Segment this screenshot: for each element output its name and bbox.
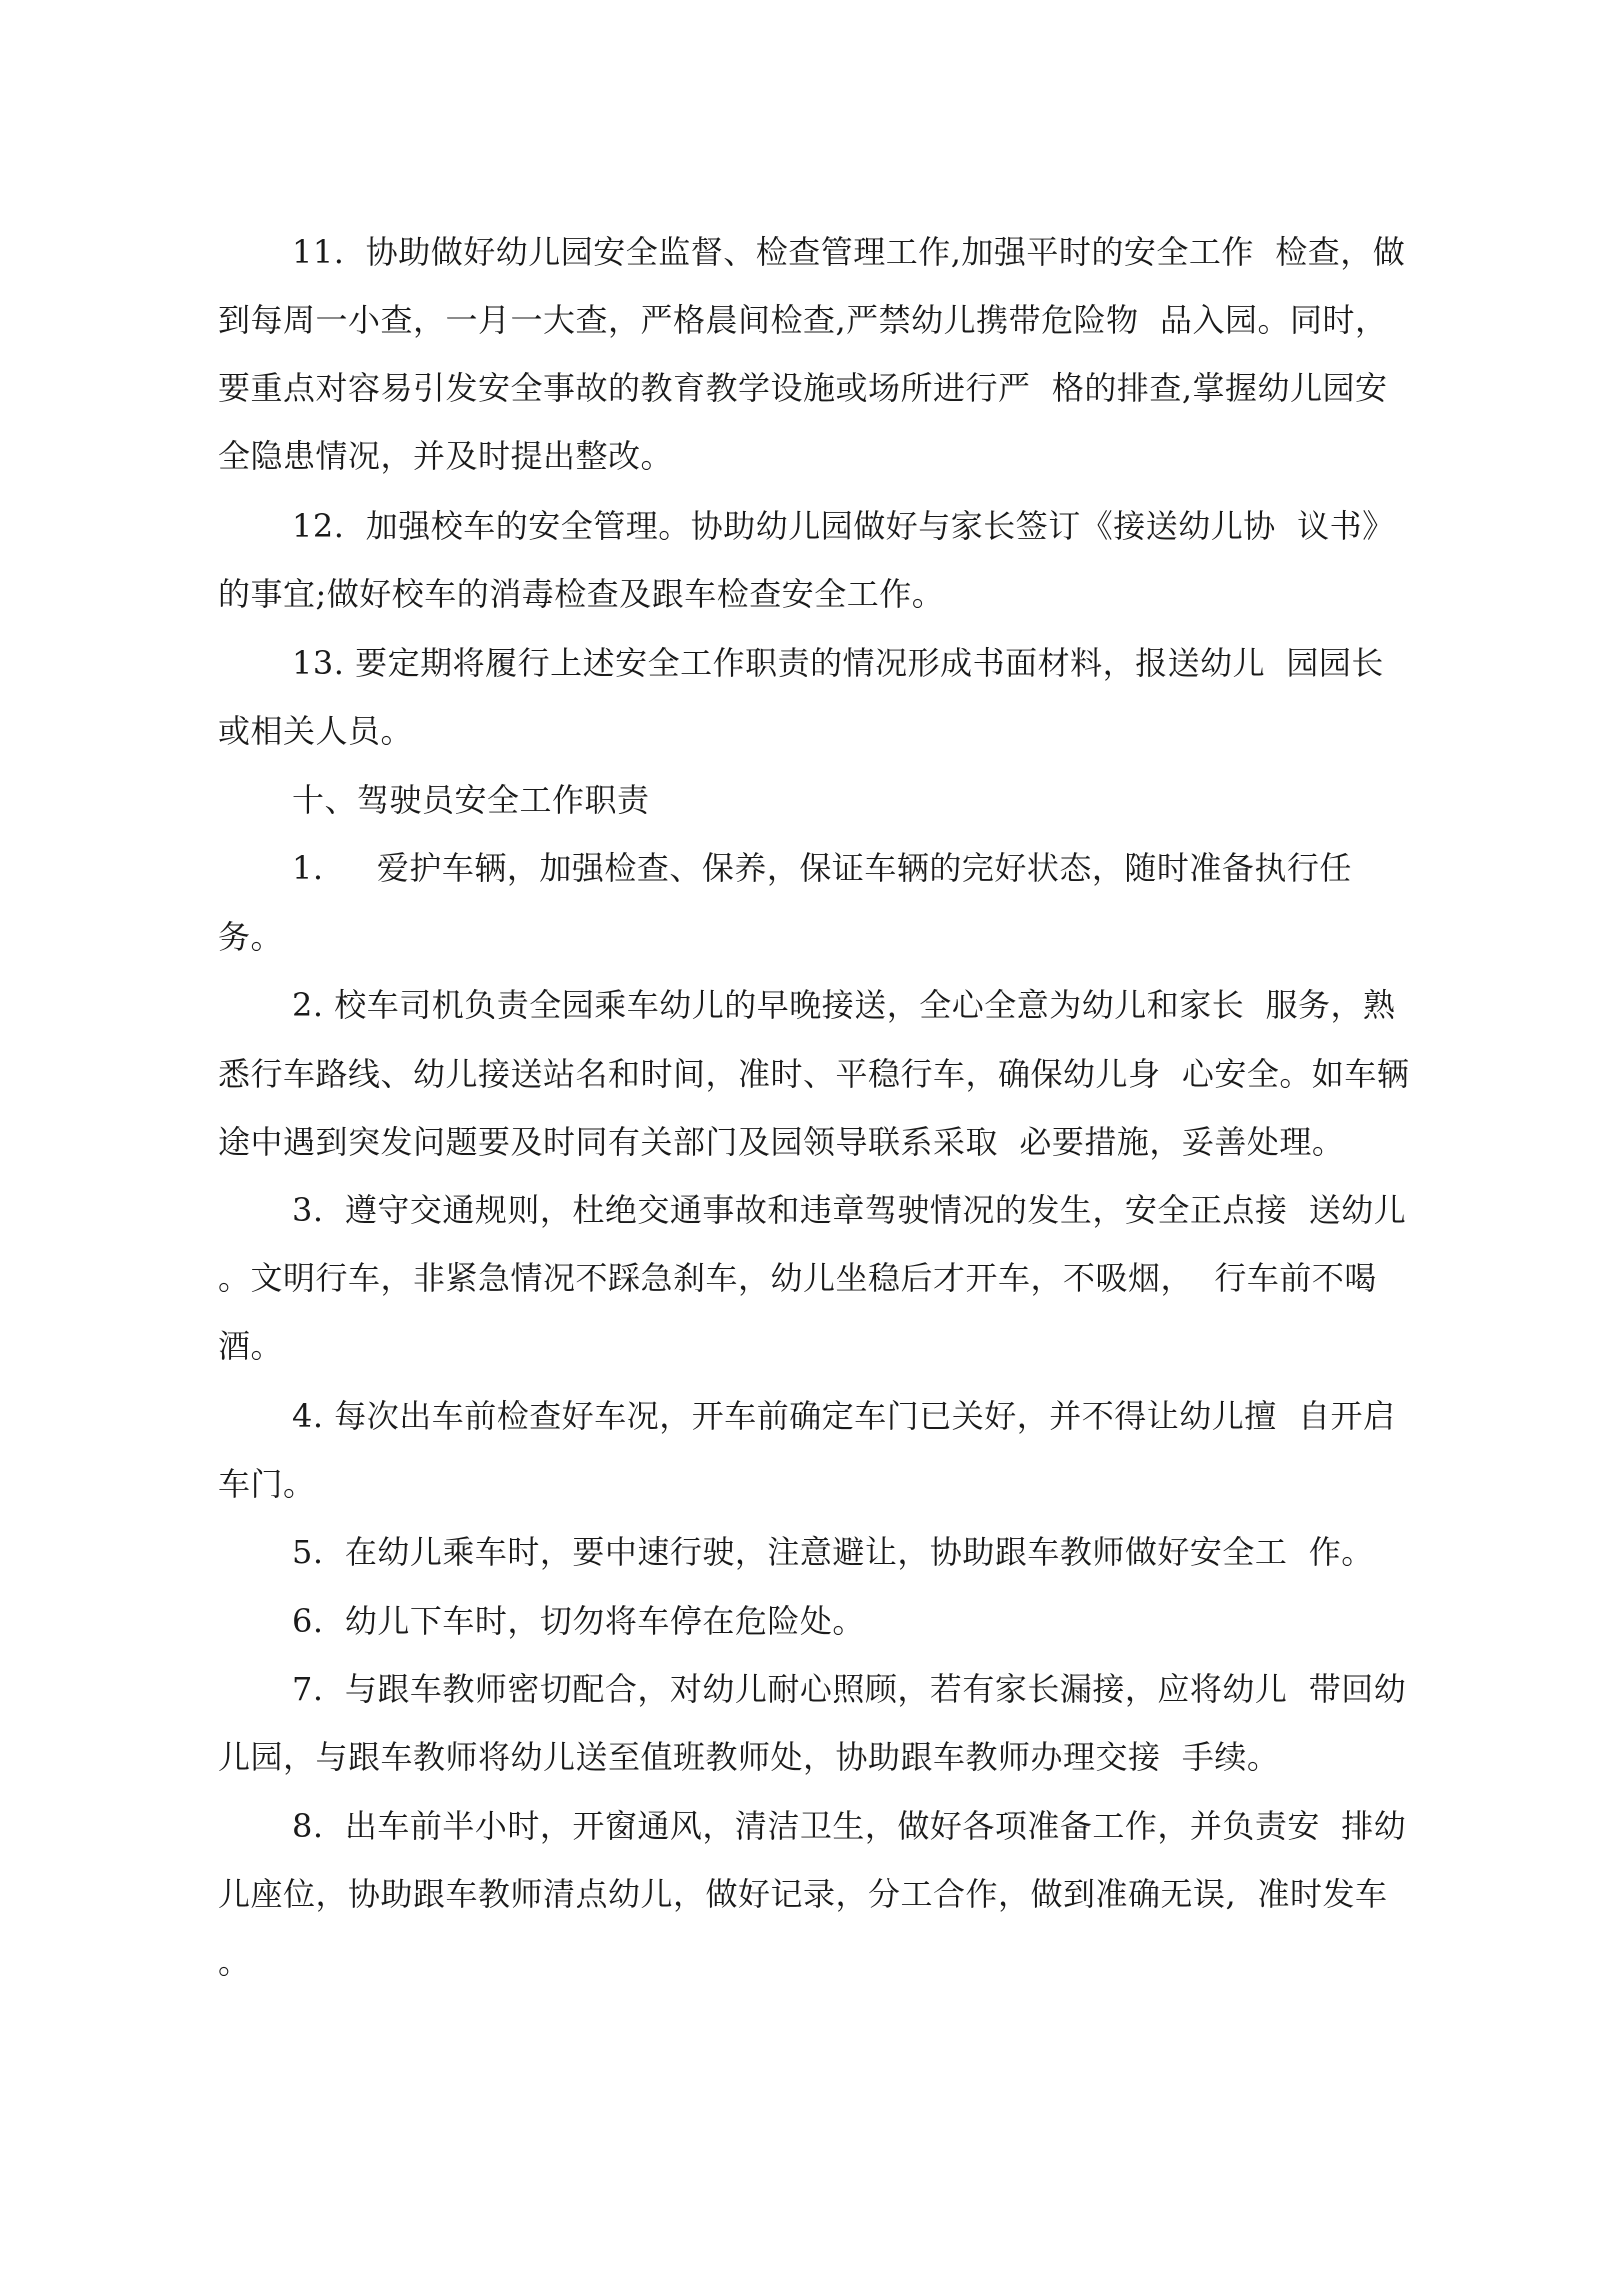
text-line: 的事宜;做好校车的消毒检查及跟车检查安全工作。 (218, 575, 945, 613)
section-heading: 十、驾驶员安全工作职责 (292, 781, 650, 819)
text-line: 2. 校车司机负责全园乘车幼儿的早晚接送，全心全意为幼儿和家长 服务，熟 (292, 986, 1396, 1024)
text-line: 。 (218, 1943, 251, 1981)
text-line: 。文明行车，非紧急情况不踩急刹车，幼儿坐稳后才开车，不吸烟， 行车前不喝 (218, 1259, 1377, 1297)
text-line: 儿园，与跟车教师将幼儿送至值班教师处，协助跟车教师办理交接 手续。 (218, 1738, 1280, 1776)
text-line: 5. 在幼儿乘车时，要中速行驶，注意避让，协助跟车教师做好安全工 作。 (292, 1533, 1374, 1571)
text-line: 车门。 (218, 1465, 316, 1503)
text-line: 途中遇到突发问题要及时同有关部门及园领导联系采取 必要措施，妥善处理。 (218, 1123, 1345, 1161)
text-line: 务。 (218, 918, 284, 956)
text-line: 13. 要定期将履行上述安全工作职责的情况形成书面材料，报送幼儿 园园长 (292, 644, 1384, 682)
text-line: 1. 爱护车辆，加强检查、保养，保证车辆的完好状态，随时准备执行任 (292, 849, 1352, 887)
text-line: 要重点对容易引发安全事故的教育教学设施或场所进行严 格的排查,掌握幼儿园安 (218, 369, 1388, 407)
text-line: 7. 与跟车教师密切配合，对幼儿耐心照顾，若有家长漏接，应将幼儿 带回幼 (292, 1670, 1407, 1708)
text-line: 或相关人员。 (218, 712, 414, 750)
text-line: 4. 每次出车前检查好车况，开车前确定车门已关好，并不得让幼儿擅 自开启 (292, 1397, 1396, 1435)
text-line: 6. 幼儿下车时，切勿将车停在危险处。 (292, 1602, 865, 1640)
text-line: 酒。 (218, 1327, 284, 1365)
text-line: 悉行车路线、幼儿接送站名和时间，准时、平稳行车，确保幼儿身 心安全。如车辆 (218, 1055, 1410, 1093)
text-line: 11. 协助做好幼儿园安全监督、检查管理工作,加强平时的安全工作 检查，做 (292, 233, 1406, 271)
text-line: 8. 出车前半小时，开窗通风，清洁卫生，做好各项准备工作，并负责安 排幼 (292, 1807, 1407, 1845)
text-line: 儿座位，协助跟车教师清点幼儿，做好记录，分工合作，做到准确无误, 准时发车 (218, 1875, 1388, 1913)
text-line: 到每周一小查，一月一大查，严格晨间检查,严禁幼儿携带危险物 品入园。同时， (218, 301, 1388, 339)
text-line: 全隐患情况，并及时提出整改。 (218, 437, 674, 475)
text-line: 12. 加强校车的安全管理。协助幼儿园做好与家长签订《接送幼儿协 议书》 (292, 507, 1395, 545)
text-line: 3. 遵守交通规则，杜绝交通事故和违章驾驶情况的发生，安全正点接 送幼儿 (292, 1191, 1407, 1229)
